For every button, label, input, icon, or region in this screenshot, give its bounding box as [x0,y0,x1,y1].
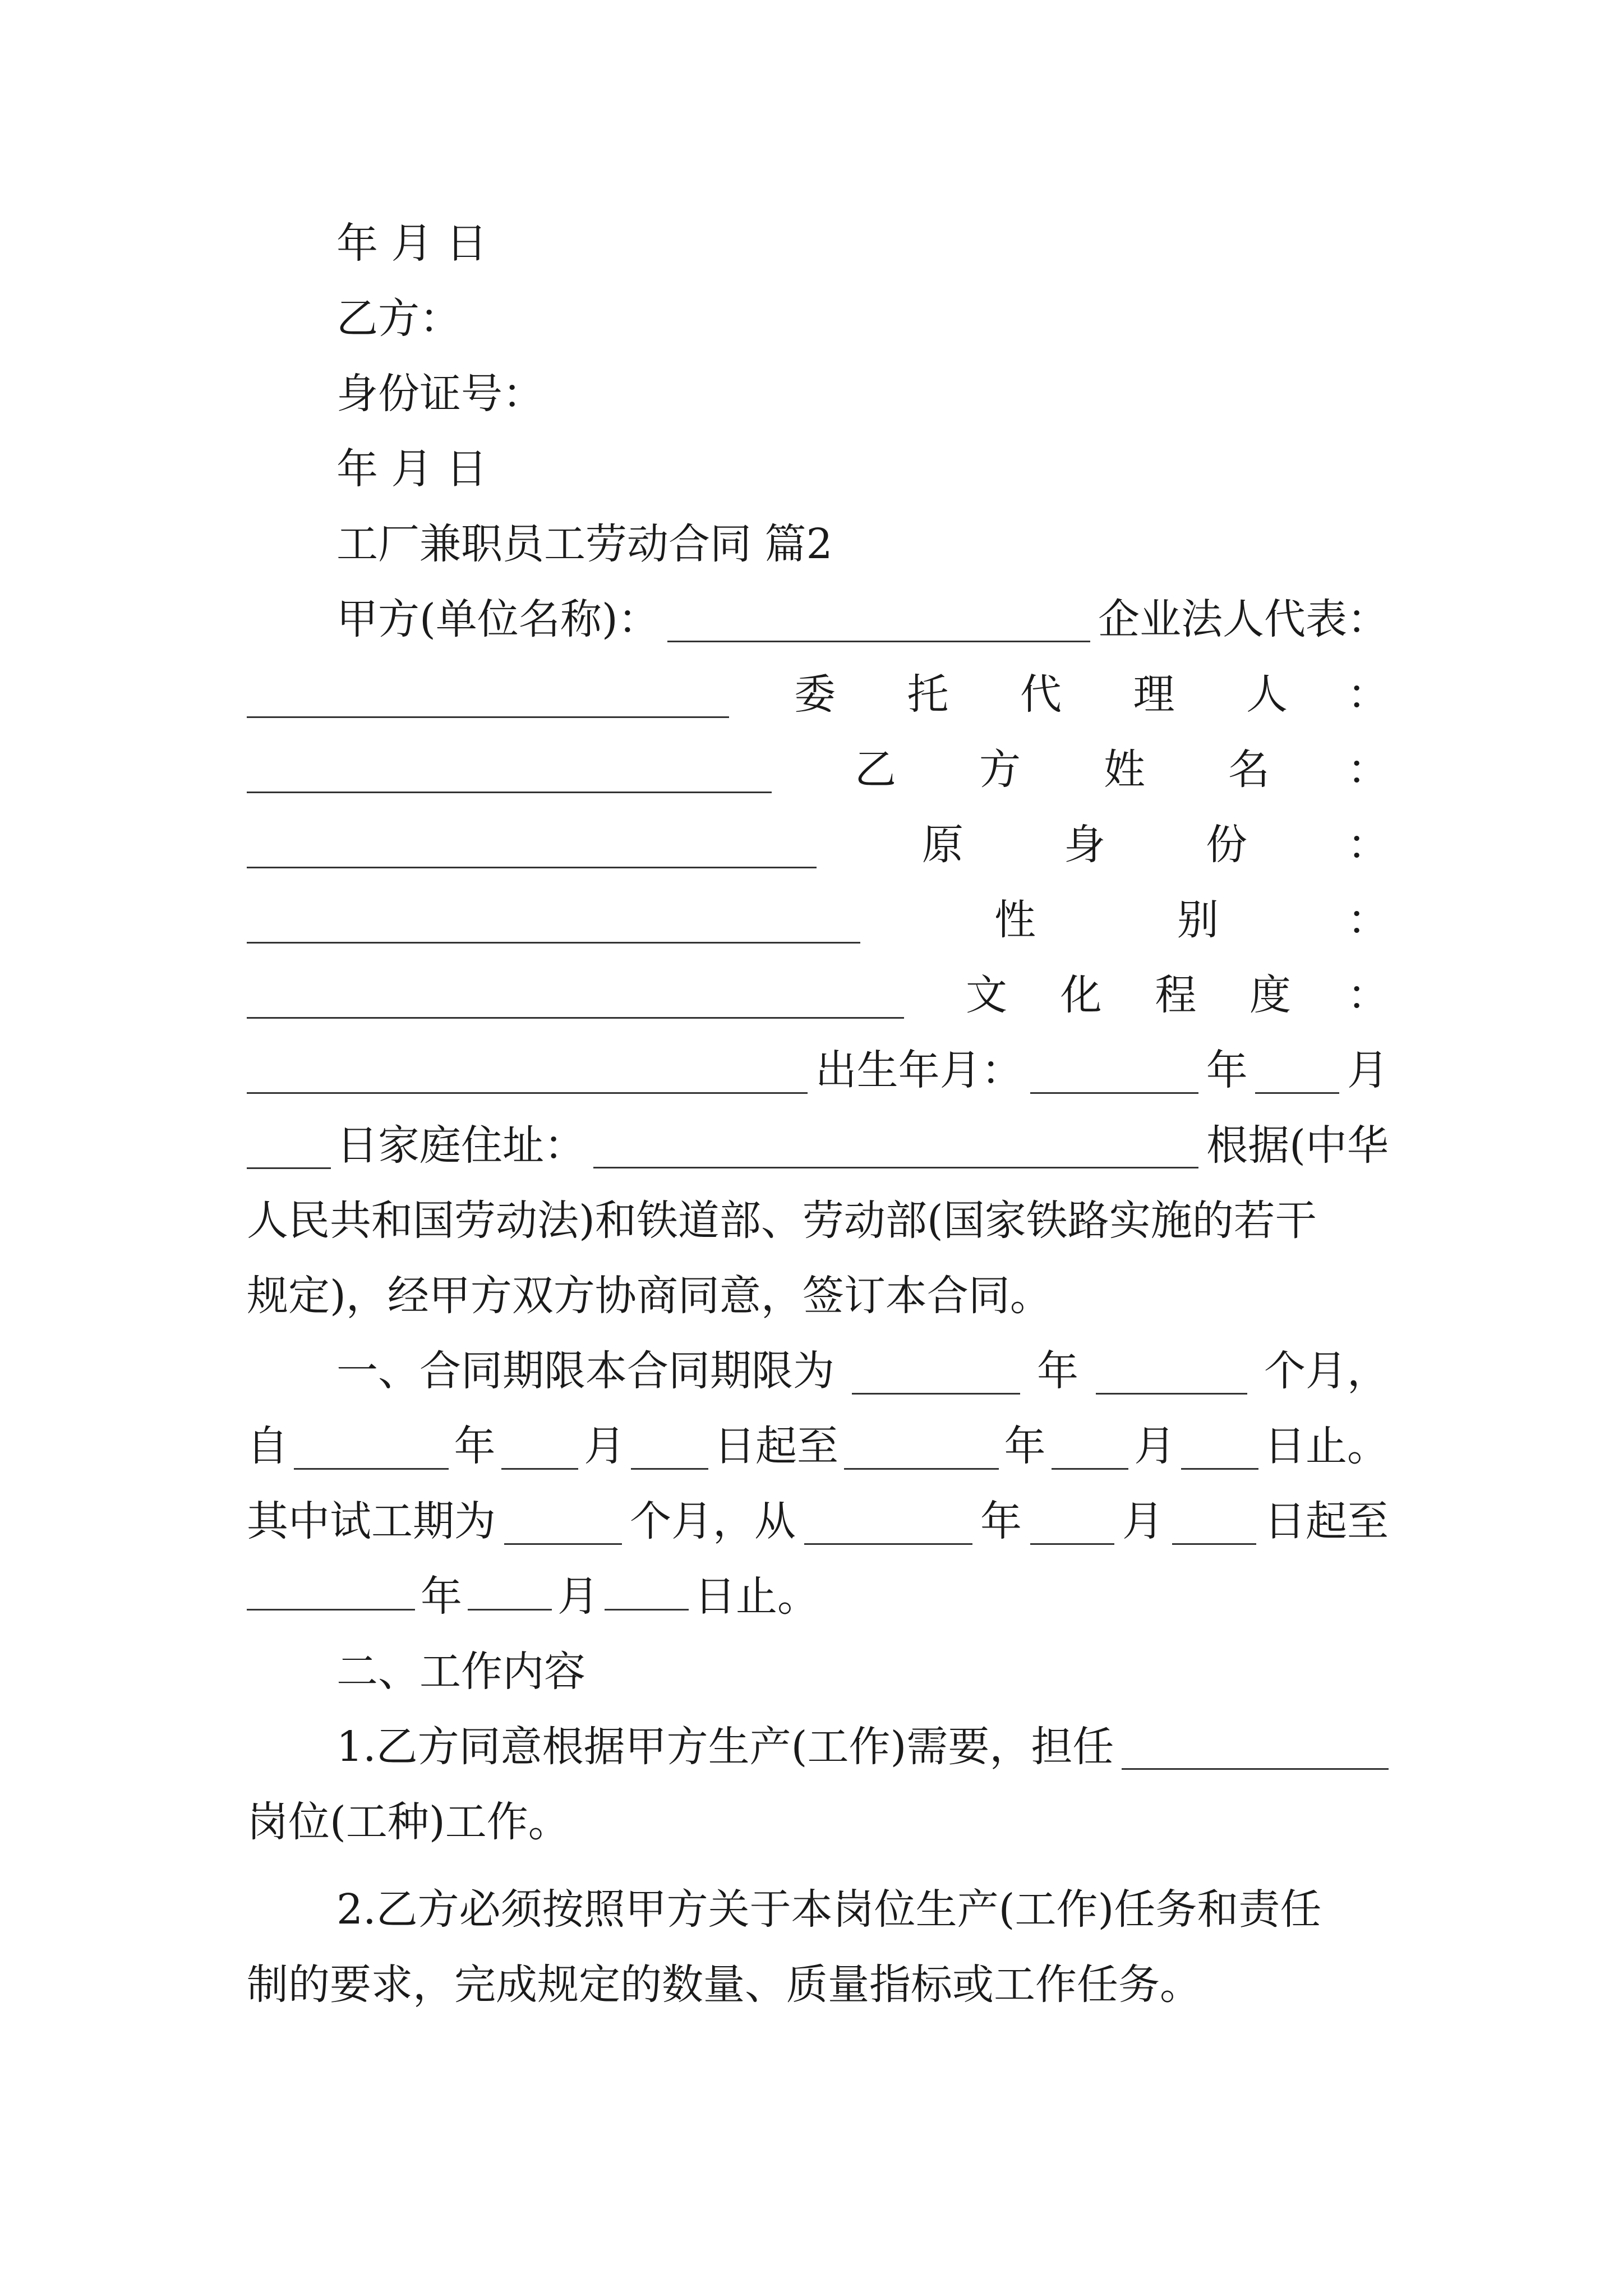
end-day-blank [1181,1423,1258,1470]
gender-label: 性 别 [994,896,1219,944]
probation-end-year-blank [247,1564,415,1611]
year-label: 年 [980,1497,1022,1545]
date-text: 年 月 日 [336,445,488,493]
probation-start-year-blank [804,1498,972,1545]
education-label: 文 化 程 度 [966,971,1291,1019]
birth-year-blank [1030,1047,1198,1094]
start-year-blank [294,1423,449,1470]
address-line [247,1107,1389,1184]
clause-1-line [247,1709,1389,1785]
end-month-blank [1052,1423,1129,1470]
date-line-1 [247,205,1389,282]
probation-label: 其中试工期为 [247,1497,496,1545]
colon: ： [1347,821,1389,869]
months-label: 个月， [1264,1347,1389,1395]
probation-line [247,1483,1389,1559]
according-text: 根据(中华 [1206,1121,1389,1170]
year-label: 年 [1206,1046,1248,1094]
body-line-14 [247,1182,1389,1259]
party-a-line [247,581,1389,657]
legal-rep-blank [247,671,729,718]
address-blank [593,1122,1198,1168]
probation-start-day-blank [1172,1498,1256,1545]
year-label: 年 [1037,1347,1078,1395]
term-months-blank [1096,1348,1247,1395]
section-title [247,506,1389,582]
name-blank [247,822,817,868]
education-blank [247,1047,808,1094]
birth-line [247,1032,1389,1108]
party-a-blank [667,596,1090,642]
colon: ： [1347,746,1389,794]
position-blank [1122,1723,1389,1770]
day-end-label: 日止。 [694,1572,819,1621]
colon: ： [1347,896,1389,944]
id-number-line [247,356,1389,432]
year-label: 年 [1004,1422,1046,1470]
clause-2-text: 2.乙方必须按照甲方关于本岗位生产(工作)任务和责任 [336,1885,1322,1934]
agent-blank [247,747,772,793]
clause-2-cont [247,1947,1389,2023]
identity-blank [247,897,860,944]
colon: ： [1347,670,1389,719]
agent-label: 委 托 代 理 人 [794,670,1288,719]
day-to-label: 日起至 [714,1422,838,1470]
body-line-15 [247,1258,1389,1334]
identity-label: 原 身 份 [922,821,1247,869]
probation-start-month-blank [1030,1498,1114,1545]
id-number-label: 身份证号： [336,370,544,418]
start-month-blank [501,1423,579,1470]
start-day-blank [631,1423,708,1470]
date-line-2 [247,431,1389,507]
from-label: 自 [247,1422,288,1470]
party-a-label: 甲方(单位名称)： [336,595,660,643]
probation-end-day-blank [605,1564,689,1611]
legal-rep-label: 企业法人代表： [1098,595,1389,643]
gender-line [247,882,1389,958]
body-text: 岗位(工种)工作。 [247,1798,570,1846]
day-to-label: 日起至 [1264,1497,1389,1545]
party-b-label: 乙方： [336,295,461,343]
name-line [247,731,1389,808]
colon: ： [1347,971,1389,1019]
section-heading: 二、工作内容 [336,1648,585,1696]
term-years-blank [852,1348,1020,1395]
clause-1-text: 1.乙方同意根据甲方生产(工作)需要，担任 [336,1723,1114,1771]
year-label: 年 [454,1422,496,1470]
month-label: 月 [557,1572,599,1621]
clause-2-line [247,1871,1389,1948]
term-dates-line [247,1408,1389,1484]
body-text: 人民共和国劳动法)和铁道部、劳动部(国家铁路实施的若干 [247,1197,1317,1245]
month-label: 月 [1134,1422,1176,1470]
term-label: 一、合同期限本合同期限为 [336,1347,834,1395]
date-text: 年 月 日 [336,219,488,268]
month-label: 月 [584,1422,626,1470]
probation-end-month-blank [468,1564,552,1611]
contract-title: 工厂兼职员工劳动合同 篇2 [336,520,833,568]
birth-month-blank [1255,1047,1339,1094]
agent-line [247,656,1389,733]
term-line [247,1333,1389,1409]
body-text: 规定)，经甲方双方协商同意，签订本合同。 [247,1272,1052,1320]
month-label: 月 [1122,1497,1164,1545]
clause-1-cont [247,1784,1389,1860]
probation-end-line [247,1558,1389,1635]
name-label: 乙 方 姓 名 [855,746,1270,794]
birth-day-blank [247,1122,331,1169]
months-from-label: 个月，从 [630,1497,796,1545]
gender-blank [247,972,904,1019]
probation-months-blank [504,1498,622,1545]
education-line [247,957,1389,1033]
work-content-heading [247,1634,1389,1710]
day-end-label: 日止。 [1264,1422,1389,1470]
birth-label: 出生年月： [815,1046,1023,1094]
end-year-blank [844,1423,999,1470]
month-label: 月 [1347,1046,1389,1094]
party-b-line [247,280,1389,357]
body-text: 制的要求，完成规定的数量、质量指标或工作任务。 [247,1961,1201,2009]
year-label: 年 [421,1572,462,1621]
address-label: 日家庭住址： [336,1121,585,1170]
identity-line [247,807,1389,883]
